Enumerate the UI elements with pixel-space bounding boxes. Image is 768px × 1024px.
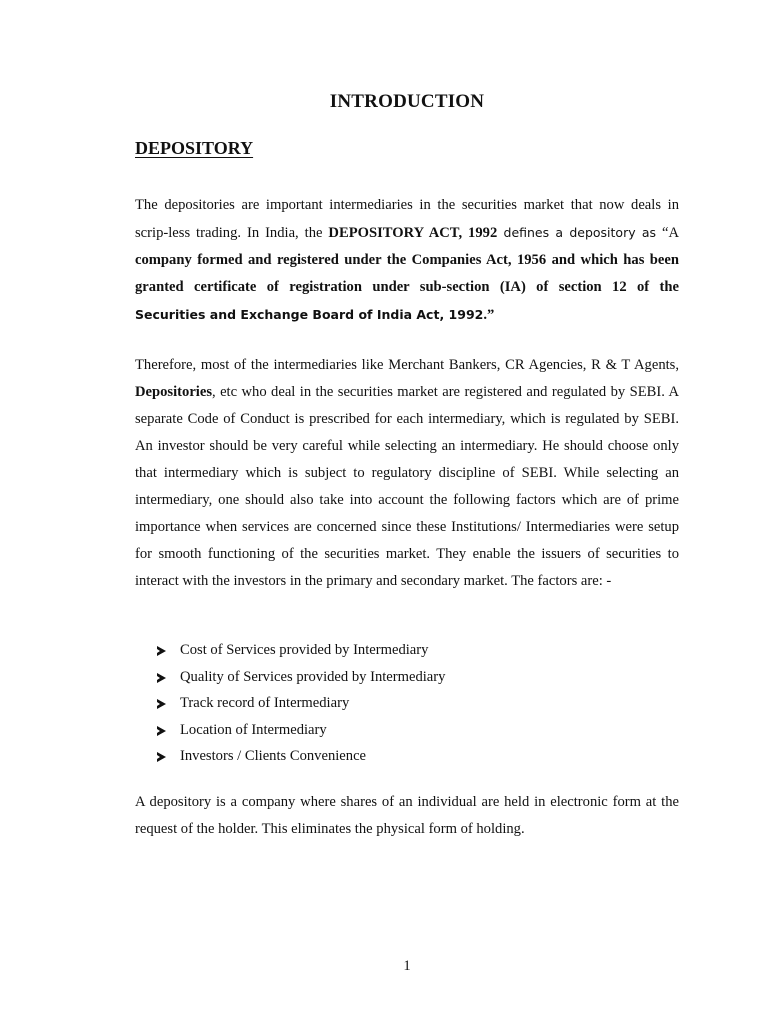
arrow-bullet-icon bbox=[157, 646, 166, 656]
para1-quote-open: “A bbox=[656, 225, 680, 241]
list-item-text: Investors / Clients Convenience bbox=[180, 748, 367, 765]
list-item-text: Quality of Services provided by Intermediary bbox=[180, 668, 446, 685]
list-item-text: Track record of Intermediary bbox=[180, 695, 350, 712]
depositories-bold: Depositories bbox=[135, 384, 213, 400]
page-title: INTRODUCTION bbox=[329, 91, 485, 112]
list-item bbox=[157, 690, 445, 717]
paragraph-definition bbox=[135, 192, 679, 329]
factors-list bbox=[157, 637, 445, 770]
para1-defines-text: defines a depository as bbox=[497, 225, 657, 240]
para2-text-2: , etc who deal in the securities market are registered and regulated by SEBI. A separate Code of Conduct is prescribed for each intermediary, which is regulated by SEBI. An investor should be very careful while selecting an intermediary. He should choose only that intermediary which is subject to regulatory discipline of SEBI. While selecting an intermediary, one should also take into account the following factors which are of prime importance when services are concerned since these Institutions/ Intermediaries were setup for smooth functioning of the securities market. They enable the issuers of securities to interact with the investors in the primary and secondary market. The factors are: - bbox=[135, 384, 679, 589]
paragraph-intermediaries bbox=[135, 352, 679, 595]
list-item bbox=[157, 743, 445, 770]
arrow-bullet-icon bbox=[157, 752, 166, 762]
list-item bbox=[157, 717, 445, 744]
para1-quote-close: .” bbox=[483, 307, 495, 323]
document-page bbox=[135, 0, 679, 1024]
para2-text-1: Therefore, most of the intermediaries like Merchant Bankers, CR Agencies, R & T Agents, bbox=[135, 357, 679, 373]
depository-act-bold: DEPOSITORY ACT, 1992 bbox=[328, 225, 498, 241]
page-number: 1 bbox=[403, 958, 411, 974]
para1-text-1: The depositories are important intermediaries in the securities market that now deals in scrip-less trading. In India, the bbox=[135, 197, 679, 241]
list-item bbox=[157, 637, 445, 664]
paragraph-depository-definition: A depository is a company where shares of an individual are held in electronic form at the request of the holder. This eliminates the physical form of holding. bbox=[135, 794, 679, 837]
section-heading: DEPOSITORY bbox=[135, 138, 254, 158]
arrow-bullet-icon bbox=[157, 726, 166, 736]
list-item-text: Cost of Services provided by Intermediary bbox=[180, 642, 429, 658]
list-item bbox=[157, 664, 445, 691]
arrow-bullet-icon bbox=[157, 673, 166, 683]
definition-bold-text: company formed and registered under the Companies Act, 1956 and which has been granted certificate of registration under sub-section (IA) of section 12 of the bbox=[135, 252, 679, 295]
arrow-bullet-icon bbox=[157, 699, 166, 709]
sebi-act-bold: Securities and Exchange Board of India Act, 1992 bbox=[135, 307, 484, 322]
list-item-text: Location of Intermediary bbox=[180, 721, 327, 738]
